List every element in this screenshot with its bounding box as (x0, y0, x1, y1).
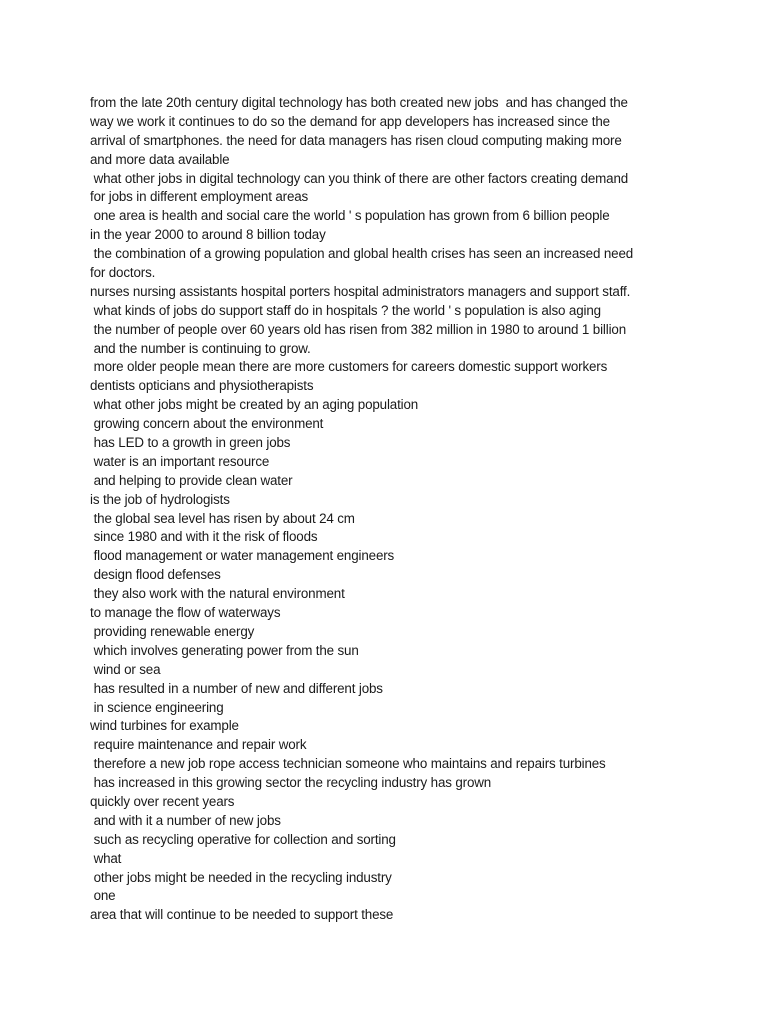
text-line: from the late 20th century digital technology has both created new jobs and has changed the (90, 95, 628, 110)
text-line: providing renewable energy (90, 623, 255, 639)
text-line: what other jobs might be created by an aging population (90, 397, 419, 413)
text-line: they also work with the natural environment (90, 586, 345, 602)
text-line: and helping to provide clean water (90, 472, 293, 488)
text-line: has increased in this growing sector the recycling industry has grown (90, 775, 492, 791)
text-line: way we work it continues to do so the demand for app developers has increased since the (90, 113, 610, 129)
text-line: growing concern about the environment (90, 416, 324, 432)
text-line: since 1980 and with it the risk of floods (90, 529, 318, 545)
text-line: for jobs in different employment areas (90, 189, 309, 205)
text-line: to manage the flow of waterways (90, 605, 281, 621)
text-line: and with it a number of new jobs (90, 812, 281, 828)
text-line: what other jobs in digital technology can you think of there are other factors creating demand (90, 170, 629, 186)
text-line: which involves generating power from the sun (90, 642, 359, 658)
text-line: what kinds of jobs do support staff do in hospitals ? the world ' s population is also aging (90, 302, 601, 318)
text-line: and more data available (90, 151, 230, 167)
text-line: dentists opticians and physiotherapists (90, 378, 314, 394)
text-line: area that will continue to be needed to support these (90, 907, 394, 923)
text-line: wind turbines for example (90, 718, 239, 734)
text-line: one (90, 888, 116, 904)
text-line: the global sea level has risen by about 24 cm (90, 510, 355, 526)
text-line: is the job of hydrologists (90, 491, 230, 507)
text-line: other jobs might be needed in the recycling industry (90, 869, 392, 885)
text-line: has resulted in a number of new and different jobs (90, 680, 383, 696)
text-line: require maintenance and repair work (90, 737, 307, 753)
text-line: in science engineering (90, 699, 224, 715)
text-line: and the number is continuing to grow. (90, 340, 311, 356)
text-line: design flood defenses (90, 567, 221, 583)
text-line: one area is health and social care the world ' s population has grown from 6 billion people (90, 208, 610, 224)
text-line: more older people mean there are more customers for careers domestic support workers (90, 359, 608, 375)
text-line: wind or sea (90, 661, 161, 677)
text-line: flood management or water management engineers (90, 548, 395, 564)
text-line: water is an important resource (90, 453, 270, 469)
document-body (90, 94, 690, 925)
text-line: for doctors. (90, 265, 156, 281)
text-line: nurses nursing assistants hospital porters hospital administrators managers and support staff. (90, 283, 631, 299)
text-line: has LED to a growth in green jobs (90, 435, 291, 451)
text-line: quickly over recent years (90, 793, 235, 809)
text-line: therefore a new job rope access technician someone who maintains and repairs turbines (90, 756, 606, 772)
text-line: arrival of smartphones. the need for data managers has risen cloud computing making more (90, 132, 622, 148)
text-line: such as recycling operative for collection and sorting (90, 831, 396, 847)
text-line: what (90, 850, 122, 866)
text-line: in the year 2000 to around 8 billion today (90, 227, 326, 243)
text-line: the number of people over 60 years old has risen from 382 million in 1980 to around 1 billion (90, 321, 626, 337)
text-line: the combination of a growing population and global health crises has seen an increased need (90, 246, 634, 262)
